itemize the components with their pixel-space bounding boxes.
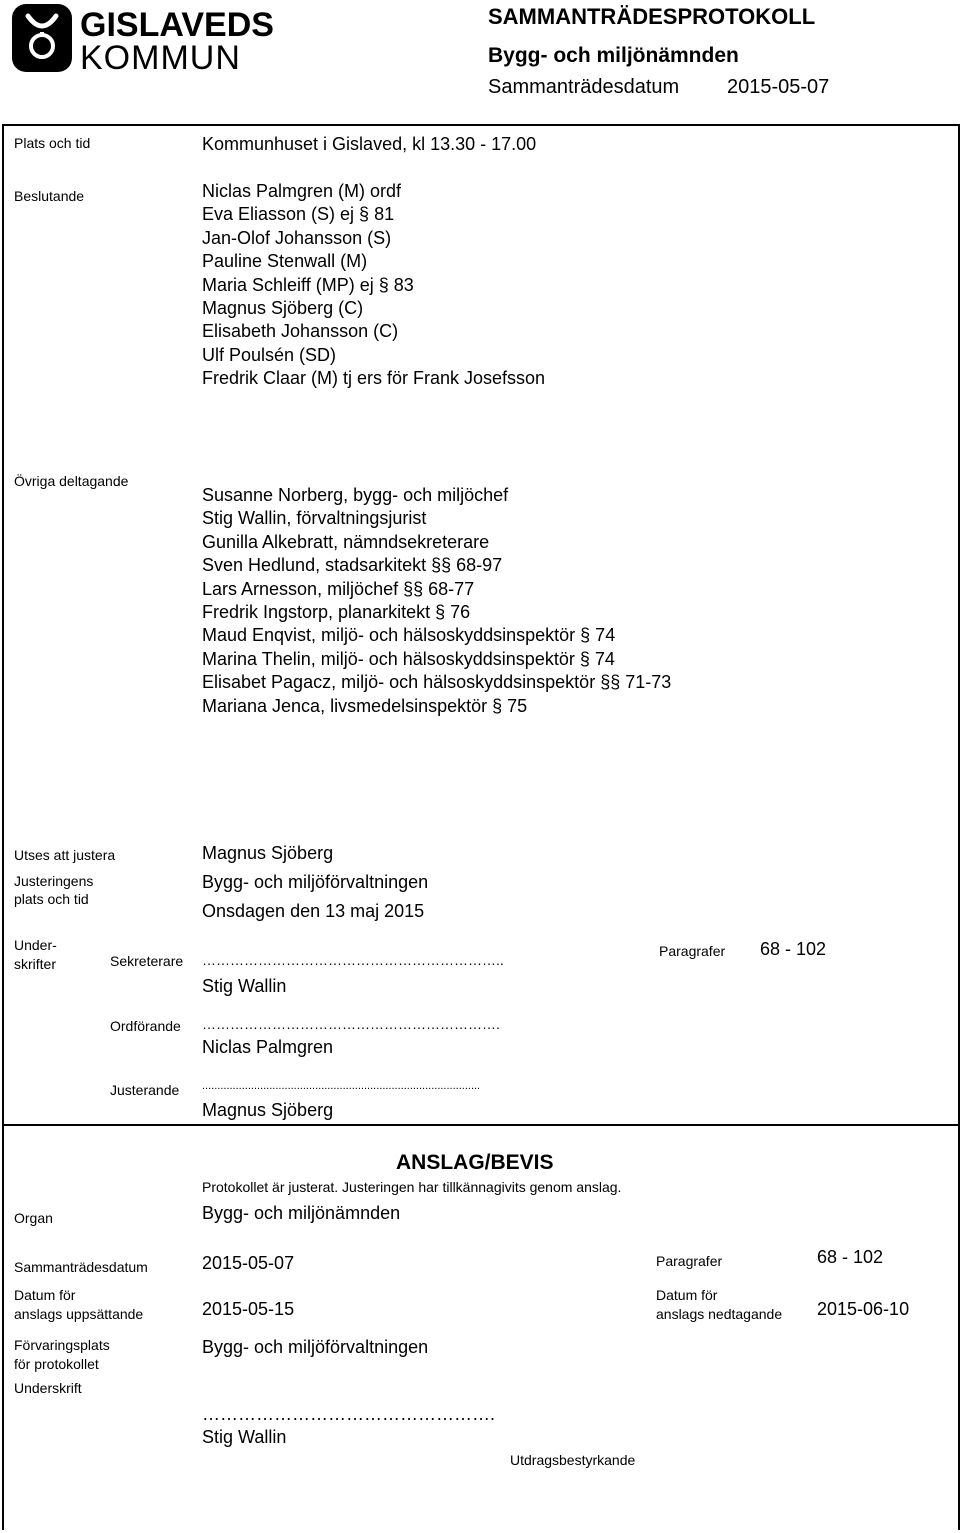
chair-signature-line: ………………………………………………………. <box>202 1016 500 1032</box>
place-value: Kommunhuset i Gislaved, kl 13.30 - 17.00 <box>202 134 537 154</box>
board-name: Bygg- och miljönämnden <box>488 44 739 67</box>
organ-value: Bygg- och miljönämnden <box>202 1203 401 1223</box>
others-label: Övriga deltagande <box>14 473 129 489</box>
notice-date-label: Sammanträdesdatum <box>14 1259 148 1275</box>
signatures-label-1: Under- <box>14 937 57 953</box>
municipality-logo <box>10 2 280 82</box>
signature-line: …………………………………………. <box>202 1404 496 1424</box>
other-participant: Marina Thelin, miljö- och hälsoskyddsinspektör § 74 <box>202 648 615 669</box>
other-participant: Susanne Norberg, bygg- och miljöchef <box>202 485 509 505</box>
signature-name: Stig Wallin <box>202 1427 287 1447</box>
meeting-date-value: 2015-05-07 <box>727 76 830 98</box>
removed-date-label-2: anslags nedtagande <box>656 1306 783 1322</box>
deciding-member: Fredrik Claar (M) tj ers för Frank Josefsson <box>202 368 546 389</box>
posted-date-value: 2015-05-15 <box>202 1299 295 1319</box>
deciding-list <box>202 180 545 391</box>
logo-line-2: KOMMUN <box>80 39 241 77</box>
other-participant: Maud Enqvist, miljö- och hälsoskyddsinspektör § 74 <box>202 625 616 646</box>
deciding-member: Magnus Sjöberg (C) <box>202 297 364 318</box>
removed-date-value: 2015-06-10 <box>817 1299 910 1319</box>
others-list <box>202 484 671 718</box>
chair-name: Niclas Palmgren <box>202 1037 334 1057</box>
notice-paragraphs-value: 68 - 102 <box>817 1247 884 1267</box>
place-label: Plats och tid <box>14 135 91 151</box>
adjuster-label: Justerande <box>110 1082 180 1098</box>
deciding-member: Niclas Palmgren (M) ordf <box>202 181 402 201</box>
other-participant: Lars Arnesson, miljöchef §§ 68-77 <box>202 578 475 599</box>
section-divider <box>2 1124 960 1126</box>
adjust-place-value-2: Onsdagen den 13 maj 2015 <box>202 901 425 921</box>
deciding-member: Jan-Olof Johansson (S) <box>202 227 392 248</box>
adjust-place-label-1: Justeringens <box>14 873 94 889</box>
notice-title: ANSLAG/BEVIS <box>396 1151 554 1174</box>
meeting-date-label: Sammanträdesdatum <box>488 76 680 98</box>
secretary-name: Stig Wallin <box>202 976 287 996</box>
logo-line-1: GISLAVEDS <box>80 6 274 44</box>
deciding-member: Maria Schleiff (MP) ej § 83 <box>202 274 414 295</box>
paragraphs-label: Paragrafer <box>659 943 726 959</box>
secretary-label: Sekreterare <box>110 953 184 969</box>
deciding-member: Eva Eliasson (S) ej § 81 <box>202 204 395 225</box>
posted-date-label-2: anslags uppsättande <box>14 1306 144 1322</box>
notice-note: Protokollet är justerat. Justeringen har tillkännagivits genom anslag. <box>202 1179 622 1195</box>
storage-label-2: för protokollet <box>14 1356 99 1372</box>
posted-date-label-1: Datum för <box>14 1287 76 1303</box>
appointed-adjuster-label: Utses att justera <box>14 847 116 863</box>
signatures-label-2: skrifter <box>14 956 56 972</box>
secretary-signature-line: ……………………………………………………….. <box>202 952 504 968</box>
deciding-member: Elisabeth Johansson (C) <box>202 321 399 342</box>
storage-value: Bygg- och miljöförvaltningen <box>202 1337 429 1357</box>
appointed-adjuster-value: Magnus Sjöberg <box>202 843 334 863</box>
adjust-place-value-1: Bygg- och miljöförvaltningen <box>202 872 429 892</box>
deciding-member: Ulf Poulsén (SD) <box>202 344 337 365</box>
deciding-label: Beslutande <box>14 188 85 204</box>
logo-emblem-icon <box>12 4 72 72</box>
other-participant: Gunilla Alkebratt, nämndsekreterare <box>202 531 490 552</box>
notice-paragraphs-label: Paragrafer <box>656 1253 723 1269</box>
other-participant: Mariana Jenca, livsmedelsinspektör § 75 <box>202 695 528 716</box>
other-participant: Sven Hedlund, stadsarkitekt §§ 68-97 <box>202 555 503 576</box>
adjuster-name: Magnus Sjöberg <box>202 1100 334 1120</box>
deciding-member: Pauline Stenwall (M) <box>202 251 368 272</box>
notice-date-value: 2015-05-07 <box>202 1253 295 1273</box>
storage-label-1: Förvaringsplats <box>14 1337 110 1353</box>
certifying-label: Utdragsbestyrkande <box>510 1452 636 1468</box>
paragraphs-value: 68 - 102 <box>760 939 827 959</box>
other-participant: Elisabet Pagacz, miljö- och hälsoskyddsinspektör §§ 71-73 <box>202 672 672 693</box>
adjust-place-label-2: plats och tid <box>14 891 89 907</box>
organ-label: Organ <box>14 1210 53 1226</box>
removed-date-label-1: Datum för <box>656 1287 718 1303</box>
signature-label: Underskrift <box>14 1380 82 1396</box>
adjuster-signature-line: ........................................................................................... <box>202 1080 481 1092</box>
chair-label: Ordförande <box>110 1018 181 1034</box>
other-participant: Fredrik Ingstorp, planarkitekt § 76 <box>202 601 471 622</box>
document-type: SAMMANTRÄDESPROTOKOLL <box>488 4 816 29</box>
other-participant: Stig Wallin, förvaltningsjurist <box>202 508 427 529</box>
